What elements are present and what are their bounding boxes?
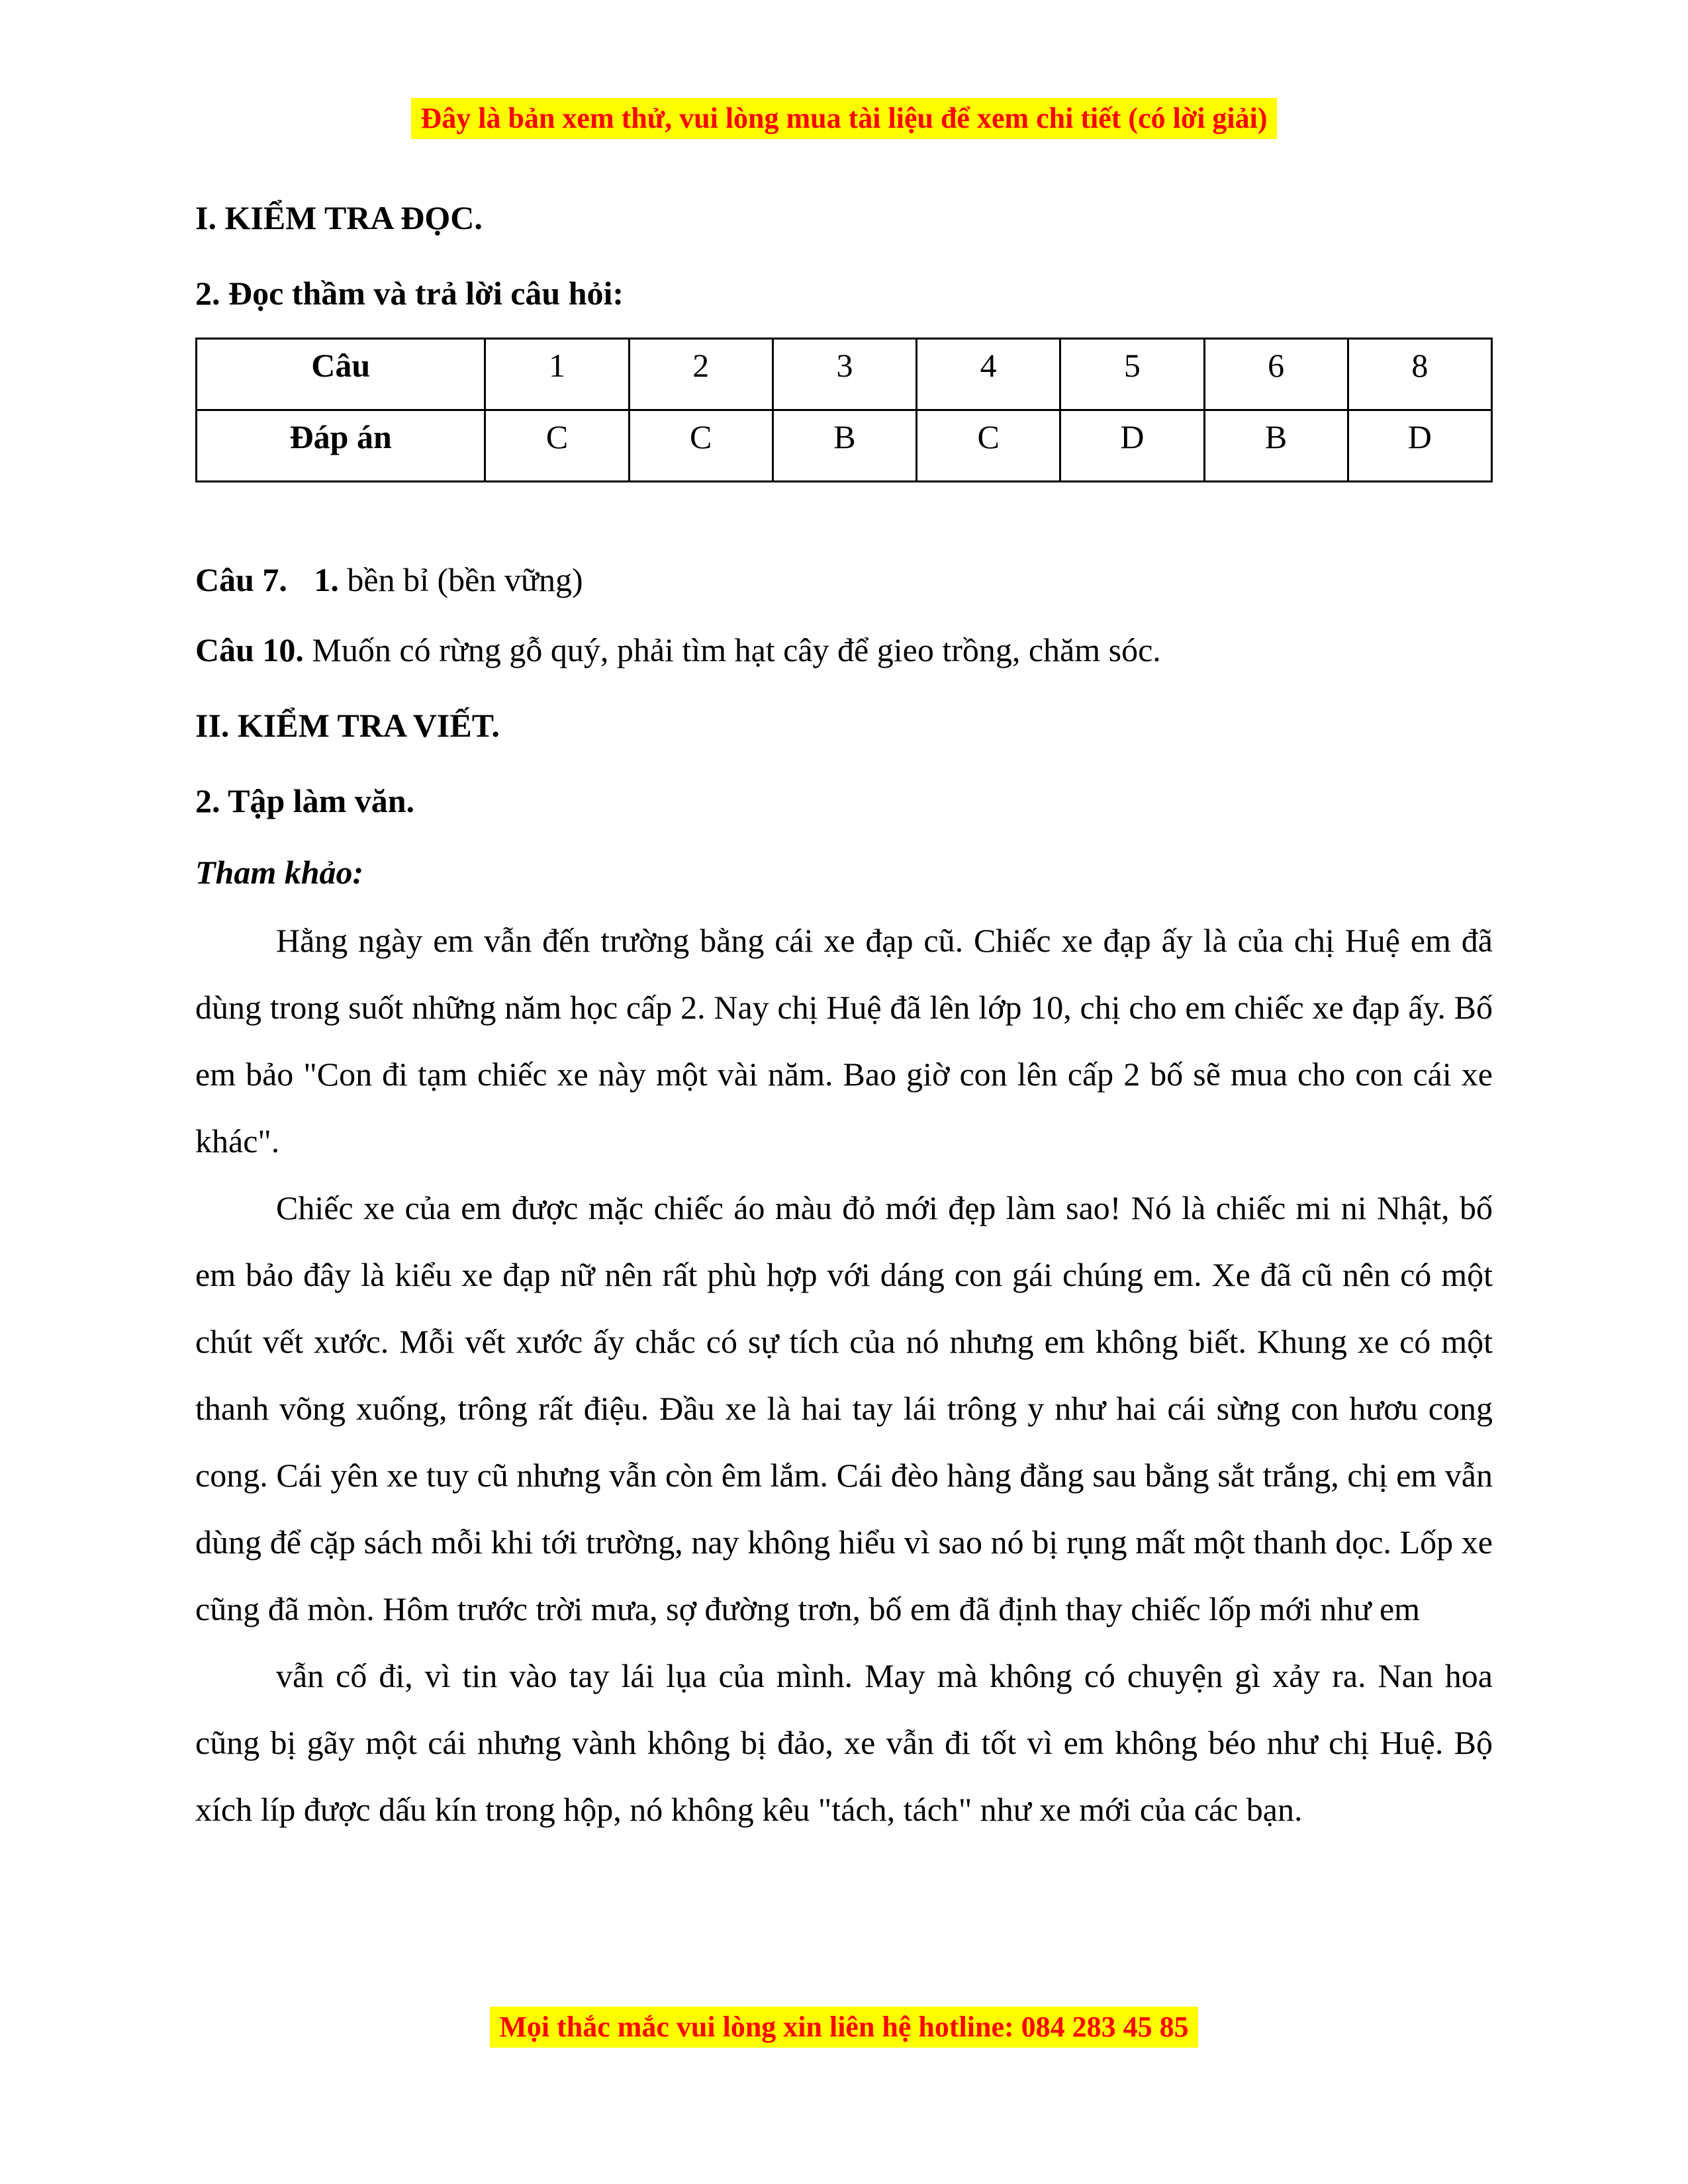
question-number-cell: 8	[1348, 339, 1491, 410]
answer-cell: C	[485, 410, 629, 482]
essay-paragraph-1: Hằng ngày em vẫn đến trường bằng cái xe đạp cũ. Chiếc xe đạp ấy là của chị Huệ em đã dùng trong suốt những năm học cấp 2. Nay chị Huệ đã lên lớp 10, chị cho em chiếc xe đạp ấy. Bố em bảo "Con đi tạm chiếc xe này một vài năm. Bao giờ con lên cấp 2 bố sẽ mua cho con cái xe khác".	[195, 922, 1493, 1160]
hotline-banner: Mọi thắc mắc vui lòng xin liên hệ hotline: 084 283 45 85	[490, 2007, 1197, 2048]
answer-row-label: Đáp án	[197, 410, 485, 482]
question-number-cell: 4	[917, 339, 1060, 410]
writing-section-title: II. KIỂM TRA VIẾT.	[195, 707, 500, 744]
top-banner-row	[0, 0, 1688, 139]
answer-row	[197, 410, 1492, 482]
essay-paragraph-2: Chiếc xe của em được mặc chiếc áo màu đỏ mới đẹp làm sao! Nó là chiếc mi ni Nhật, bố em bảo đây là kiểu xe đạp nữ nên rất phù hợp với dáng con gái chúng em. Xe đã cũ nên có một chút vết xước. Mỗi vết xước ấy chắc có sự tích của nó nhưng em không biết. Khung xe có một thanh võng xuống, trông rất điệu. Đầu xe là hai tay lái trông y như hai cái sừng con hươu cong cong. Cái yên xe tuy cũ nhưng vẫn còn êm lắm. Cái đèo hàng đằng sau bằng sắt trắng, chị em vẫn dùng để cặp sách mỗi khi tới trường, nay không hiểu vì sao nó bị rụng mất một thanh dọc. Lốp xe cũng đã mòn. Hôm trước trời mưa, sợ đường trơn, bố em đã định thay chiếc lốp mới như em	[195, 1189, 1493, 1627]
essay-text	[195, 907, 1493, 1843]
question-number-cell: 1	[485, 339, 629, 410]
answer-cell: B	[773, 410, 916, 482]
question7-answer-text: bền bỉ (bền vững)	[347, 561, 583, 598]
preview-banner: Đây là bản xem thử, vui lòng mua tài liệu để xem chi tiết (có lời giải)	[411, 98, 1276, 139]
reading-section-title: I. KIỂM TRA ĐỌC.	[195, 199, 483, 236]
question-number-cell: 2	[629, 339, 773, 410]
answer-cell: D	[1348, 410, 1491, 482]
answer-cell: C	[917, 410, 1060, 482]
essay-paragraph-3: vẫn cố đi, vì tin vào tay lái lụa của mình. May mà không có chuyện gì xảy ra. Nan hoa cũng bị gãy một cái nhưng vành không bị đảo, xe vẫn đi tốt vì em không béo như chị Huệ. Bộ xích líp được dấu kín trong hộp, nó không kêu "tách, tách" như xe mới của các bạn.	[195, 1657, 1493, 1828]
answer-cell: D	[1060, 410, 1204, 482]
question7-line	[195, 559, 1493, 600]
bottom-banner-row	[0, 2007, 1688, 2048]
reference-label: Tham khảo:	[195, 854, 364, 891]
question10-label: Câu 10.	[195, 631, 304, 668]
question-row-label: Câu	[197, 339, 485, 410]
writing-section-subtitle: 2. Tập làm văn.	[195, 782, 415, 819]
answer-cell: B	[1204, 410, 1348, 482]
document-body	[0, 197, 1688, 1843]
question10-line	[195, 629, 1493, 670]
question-number-cell: 5	[1060, 339, 1204, 410]
question-number-row	[197, 339, 1492, 410]
question7-label: Câu 7.	[195, 561, 287, 598]
question-number-cell: 6	[1204, 339, 1348, 410]
question7-sublabel: 1.	[314, 561, 339, 598]
reading-section-subtitle: 2. Đọc thầm và trả lời câu hỏi:	[195, 275, 624, 312]
question10-answer-text: Muốn có rừng gỗ quý, phải tìm hạt cây để gieo trồng, chăm sóc.	[312, 631, 1161, 668]
answer-table	[195, 338, 1493, 482]
answer-cell: C	[629, 410, 773, 482]
question-number-cell: 3	[773, 339, 916, 410]
